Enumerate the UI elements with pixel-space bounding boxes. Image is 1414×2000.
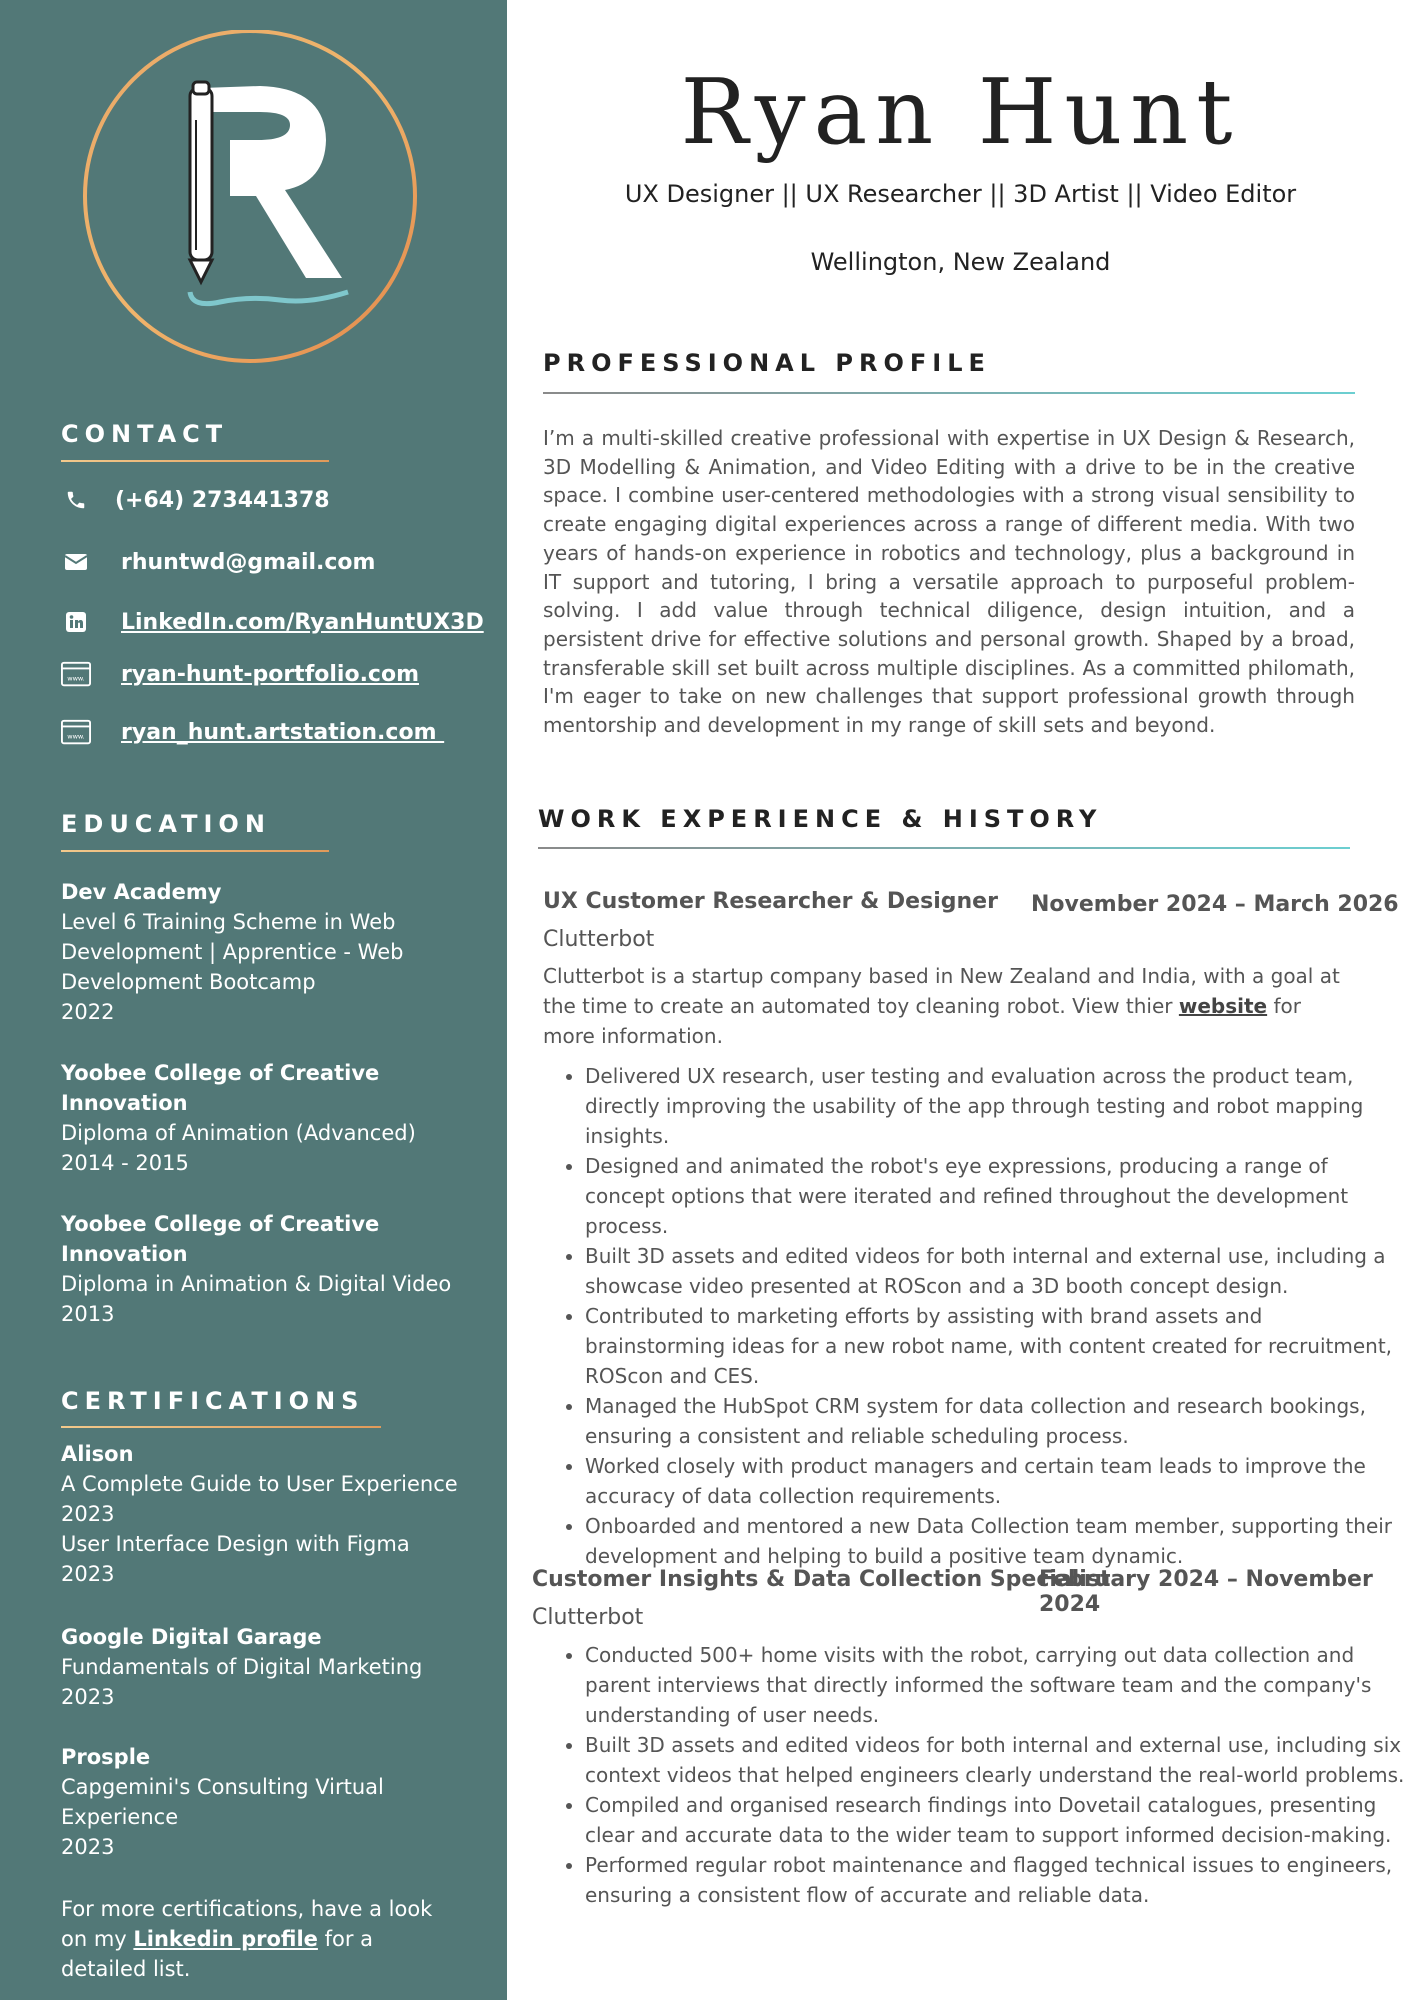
list-item: • Designed and animated the robot's eye expressions, producing a range of concept options that were iterated and refined throughout the development process.: [585, 1151, 1405, 1241]
contact-divider: [61, 460, 329, 462]
contact-portfolio[interactable]: [61, 659, 419, 689]
work-divider: [538, 847, 1350, 849]
sidebar: [0, 0, 507, 2000]
cert-year: 2023: [61, 1562, 115, 1586]
cert-year: 2023: [61, 1835, 115, 1859]
job-description: [543, 961, 1343, 1051]
education-divider: [61, 850, 329, 852]
education-item: [61, 1209, 461, 1329]
cert-course: A Complete Guide to User Experience: [61, 1472, 458, 1496]
cert-provider: Google Digital Garage: [61, 1625, 322, 1649]
job-company: Clutterbot: [543, 927, 655, 952]
list-item: • Conducted 500+ home visits with the robot, carrying out data collection and parent interviews that directly informed the software team and the company's understanding of user needs.: [585, 1640, 1405, 1730]
envelope-icon: [61, 547, 91, 577]
certification-item: [61, 1742, 461, 1862]
cert-provider: Alison: [61, 1442, 134, 1466]
artstation-link[interactable]: ryan_hunt.artstation.com: [121, 719, 445, 745]
list-item: • Built 3D assets and edited videos for both internal and external use, including six context videos that helped engineers clearly understand the real-world problems.: [585, 1730, 1405, 1790]
list-item: • Delivered UX research, user testing and evaluation across the product team, directly improving the usability of the app through testing and robot mapping insights.: [585, 1061, 1405, 1151]
certification-item: [61, 1622, 461, 1712]
job-roles: UX Designer || UX Researcher || 3D Artist || Video Editor: [624, 180, 1297, 208]
person-name: Ryan Hunt: [680, 60, 1241, 165]
list-item: • Onboarded and mentored a new Data Collection team member, supporting their development and helping to build a positive team dynamic.: [585, 1511, 1405, 1571]
cert-course: User Interface Design with Figma: [61, 1532, 410, 1556]
education-year: 2014 - 2015: [61, 1151, 189, 1175]
linkedin-icon: [61, 607, 91, 637]
location: Wellington, New Zealand: [810, 248, 1111, 276]
phone-number[interactable]: (+64) 273441378: [115, 487, 330, 513]
qualification: Diploma in Animation & Digital Video: [61, 1272, 452, 1296]
job-desc-text: for more information.: [543, 994, 1301, 1048]
cert-year: 2023: [61, 1502, 115, 1526]
job1-bullets: [543, 1061, 1405, 1571]
phone-icon: [61, 485, 91, 515]
work-heading: WORK EXPERIENCE & HISTORY: [538, 805, 1103, 833]
cert-course: Fundamentals of Digital Marketing: [61, 1655, 423, 1679]
education-item: [61, 1058, 461, 1178]
education-heading: EDUCATION: [61, 810, 271, 838]
certification-item: [61, 1439, 461, 1589]
contact-artstation[interactable]: [61, 717, 444, 747]
more-certifications-note: [61, 1894, 451, 1984]
qualification: Diploma of Animation (Advanced): [61, 1121, 416, 1145]
list-item: • Performed regular robot maintenance and flagged technical issues to engineers, ensuring a consistent flow of accurate and reliable data.: [585, 1850, 1405, 1910]
cert-course: Capgemini's Consulting Virtual Experience: [61, 1775, 384, 1829]
email-address[interactable]: rhuntwd@gmail.com: [121, 549, 376, 575]
school-name: Dev Academy: [61, 880, 222, 904]
job-title: UX Customer Researcher & Designer: [543, 889, 998, 914]
list-item: • Worked closely with product managers and certain team leads to improve the accuracy of data collection requirements.: [585, 1451, 1405, 1511]
list-item: • Compiled and organised research findings into Dovetail catalogues, presenting clear and accurate data to the wider team to support informed decision-making.: [585, 1790, 1405, 1850]
linkedin-profile-link[interactable]: Linkedin profile: [133, 1927, 318, 1951]
profile-divider: [543, 392, 1355, 394]
svg-text:www.: www.: [67, 674, 85, 683]
qualification: Level 6 Training Scheme in Web Development | Apprentice - Web Development Bootcamp: [61, 910, 404, 994]
education-year: 2013: [61, 1302, 115, 1326]
job2-bullets: [543, 1640, 1405, 1910]
education-item: [61, 877, 461, 1027]
school-name: Yoobee College of Creative Innovation: [61, 1212, 380, 1266]
r-pen-logo-icon: [80, 30, 420, 370]
linkedin-link[interactable]: LinkedIn.com/RyanHuntUX3D: [121, 609, 484, 635]
svg-text:www.: www.: [67, 732, 85, 741]
profile-heading: PROFESSIONAL PROFILE: [543, 349, 991, 377]
education-year: 2022: [61, 1000, 115, 1024]
list-item: • Contributed to marketing efforts by assisting with brand assets and brainstorming ideas for a new robot name, with content created for recruitment, ROScon and CES.: [585, 1301, 1405, 1391]
contact-phone[interactable]: [61, 485, 330, 515]
contact-heading: CONTACT: [61, 420, 229, 448]
more-text: For more certifications, have a look on my: [61, 1897, 433, 1951]
cert-provider: Prosple: [61, 1745, 151, 1769]
job-dates: February 2024 – November 2024: [1039, 1567, 1373, 1617]
more-text: for a detailed list.: [61, 1927, 374, 1981]
portfolio-link[interactable]: ryan-hunt-portfolio.com: [121, 661, 420, 687]
contact-email[interactable]: [61, 547, 375, 577]
job-dates: November 2024 – March 2026: [1031, 892, 1399, 917]
cert-year: 2023: [61, 1685, 115, 1709]
job-desc-text: Clutterbot is a startup company based in New Zealand and India, with a goal at the time to create an automated toy cleaning robot. View thier: [543, 964, 1340, 1018]
job-company: Clutterbot: [532, 1605, 644, 1630]
main-content: [507, 0, 1414, 2000]
website-icon: [61, 659, 91, 689]
website-link[interactable]: website: [1178, 994, 1268, 1018]
profile-text: I’m a multi-skilled creative professional with expertise in UX Design & Research, 3D Modelling & Animation, and Video Editing with a drive to be in the creative space. I combine user-centered methodologies with a strong visual sensibility to create engaging digital experiences across a range of different media. With two years of hands-on experience in robotics and technology, plus a background in IT support and tutoring, I bring a versatile approach to purposeful problem-solving. I add value through technical diligence, design intuition, and a persistent drive for effective solutions and personal growth. Shaped by a broad, transferable skill set built across multiple disciplines. As a committed philomath, I'm eager to take on new challenges that support professional growth through mentorship and development in my range of skill sets and beyond.: [543, 426, 1355, 738]
school-name: Yoobee College of Creative Innovation: [61, 1061, 380, 1115]
list-item: • Built 3D assets and edited videos for both internal and external use, including a showcase video presented at ROScon and a 3D booth concept design.: [585, 1241, 1405, 1301]
contact-linkedin[interactable]: [61, 607, 484, 637]
job-title: Customer Insights & Data Collection Specialist: [532, 1567, 1111, 1592]
list-item: • Managed the HubSpot CRM system for data collection and research bookings, ensuring a consistent and reliable scheduling process.: [585, 1391, 1405, 1451]
certifications-heading: CERTIFICATIONS: [61, 1387, 365, 1415]
certifications-divider: [61, 1426, 381, 1428]
website-icon: [61, 717, 91, 747]
